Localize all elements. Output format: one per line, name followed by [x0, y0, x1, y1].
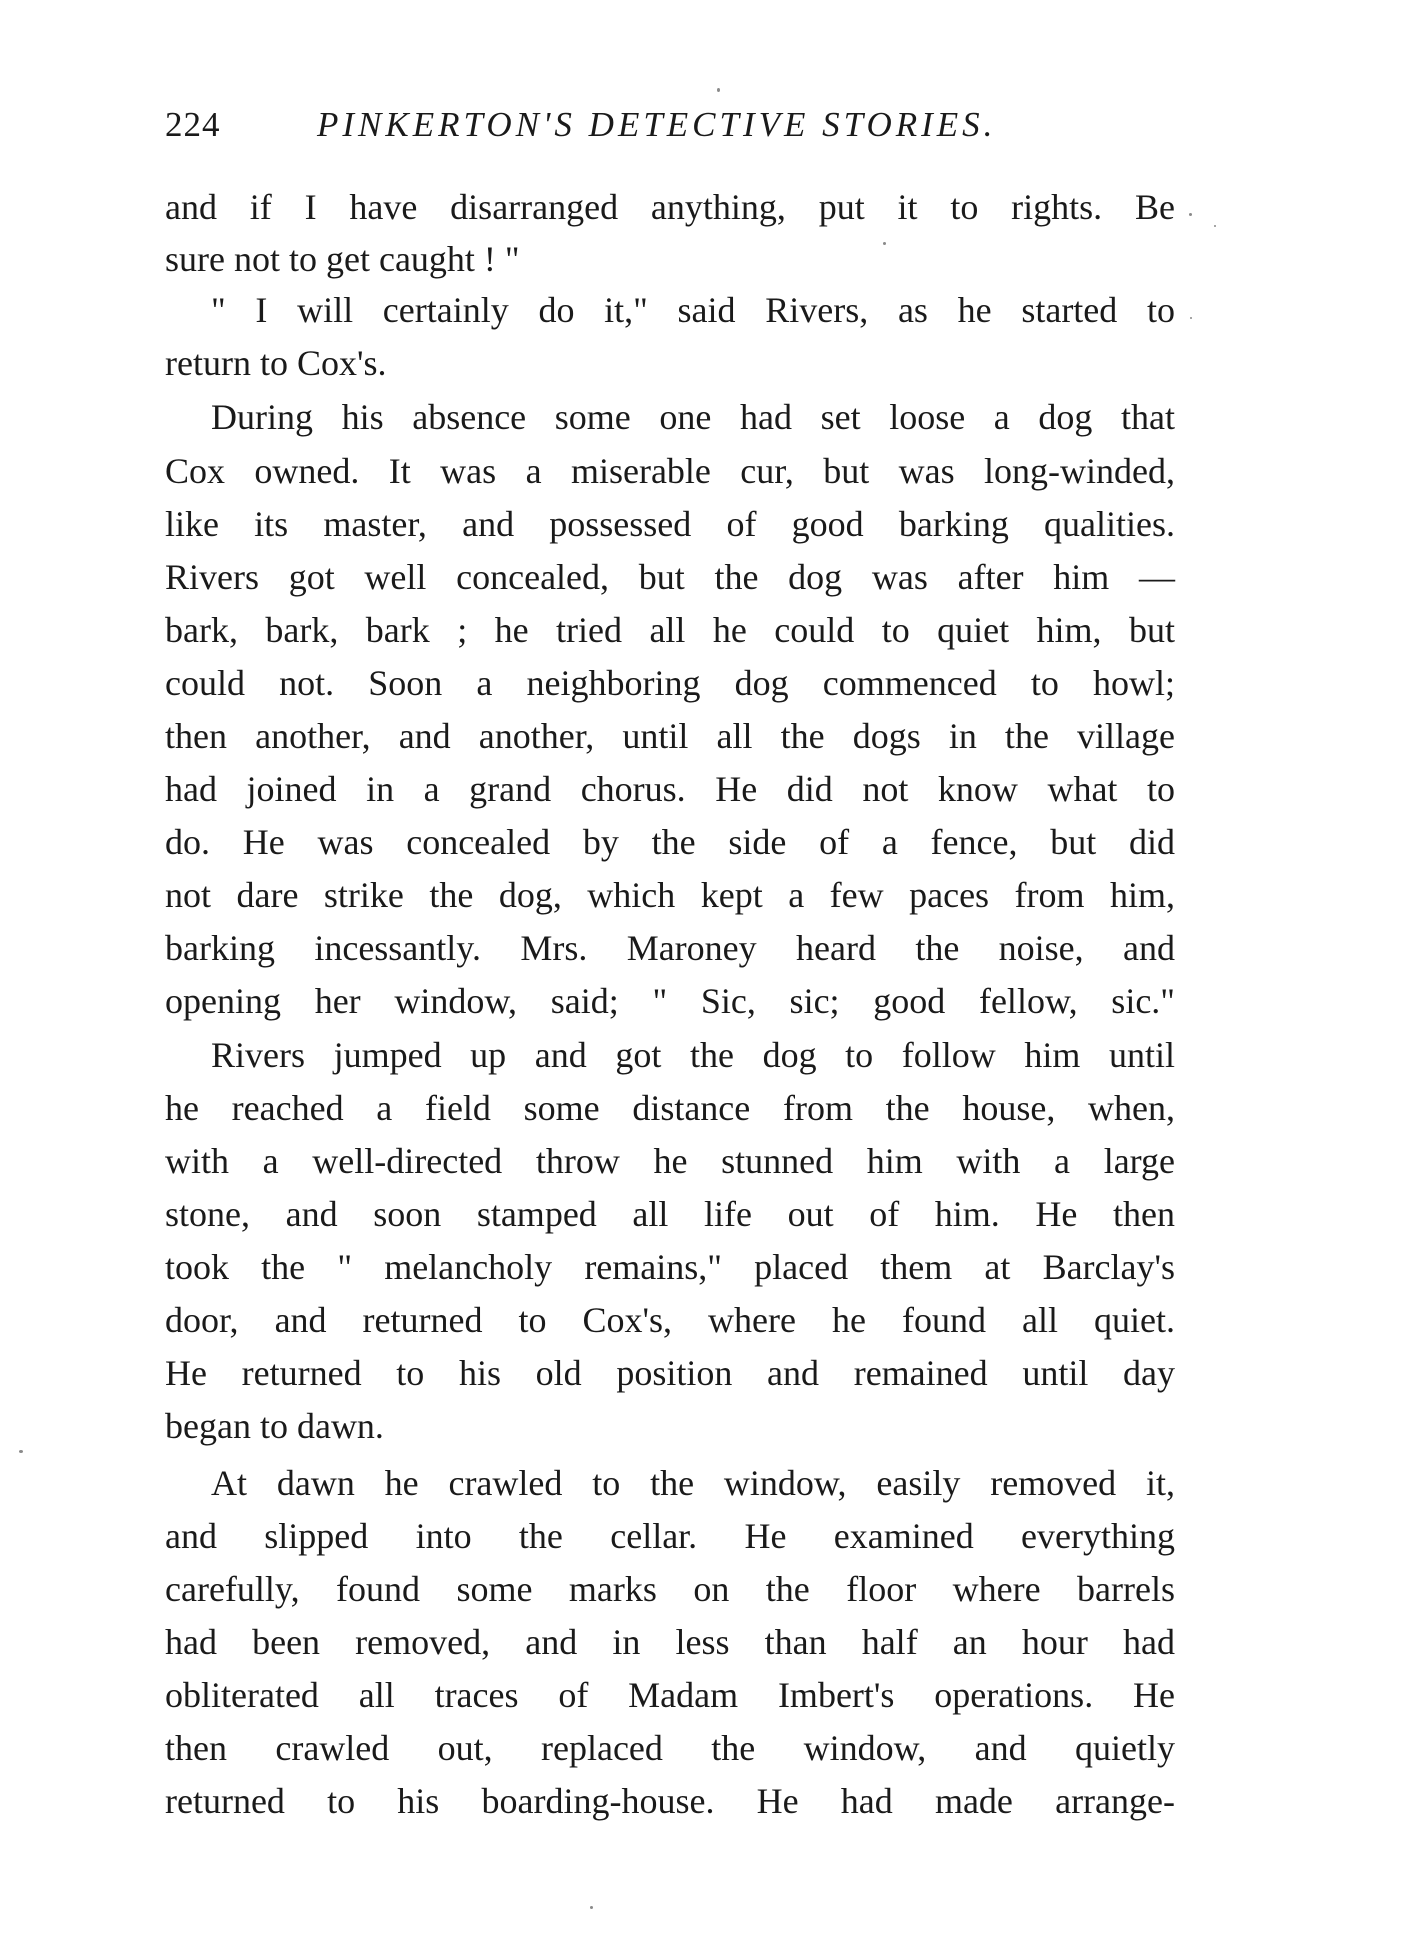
- text-line: then another, and another, until all the dogs in the village: [165, 716, 1175, 756]
- text-line: obliterated all traces of Madam Imbert's operations. He: [165, 1675, 1175, 1715]
- text-line: like its master, and possessed of good barking qualities.: [165, 504, 1175, 544]
- text-line: with a well-directed throw he stunned him with a large: [165, 1141, 1175, 1181]
- text-line: and if I have disarranged anything, put it to rights. Be: [165, 187, 1175, 227]
- text-line: During his absence some one had set loose a dog that: [211, 397, 1175, 437]
- text-line: do. He was concealed by the side of a fence, but did: [165, 822, 1175, 862]
- page-number: 224: [165, 105, 221, 144]
- text-line: sure not to get caught ! ": [165, 239, 520, 279]
- text-line: returned to his boarding-house. He had made arrange-: [165, 1781, 1175, 1821]
- text-line: took the " melancholy remains," placed them at Barclay's: [165, 1247, 1175, 1287]
- text-line: carefully, found some marks on the floor where barrels: [165, 1569, 1175, 1609]
- scan-speck: [590, 1906, 593, 1909]
- running-title: PINKERTON'S DETECTIVE STORIES.: [317, 105, 997, 144]
- text-line: opening her window, said; " Sic, sic; good fellow, sic.": [165, 981, 1175, 1021]
- text-line: barking incessantly. Mrs. Maroney heard the noise, and: [165, 928, 1175, 968]
- text-line: stone, and soon stamped all life out of him. He then: [165, 1194, 1175, 1234]
- running-head: [165, 100, 1175, 150]
- text-line: had been removed, and in less than half an hour had: [165, 1622, 1175, 1662]
- text-line: could not. Soon a neighboring dog commenced to howl;: [165, 663, 1175, 703]
- text-line: Cox owned. It was a miserable cur, but was long-winded,: [165, 451, 1175, 491]
- text-line: bark, bark, bark ; he tried all he could to quiet him, but: [165, 610, 1175, 650]
- scan-speck: [717, 88, 720, 92]
- scan-speck: [1189, 213, 1192, 216]
- text-line: had joined in a grand chorus. He did not know what to: [165, 769, 1175, 809]
- text-line: began to dawn.: [165, 1406, 384, 1446]
- text-line: he reached a field some distance from the house, when,: [165, 1088, 1175, 1128]
- text-line: and slipped into the cellar. He examined everything: [165, 1516, 1175, 1556]
- scan-speck: [1190, 317, 1192, 319]
- text-line: He returned to his old position and remained until day: [165, 1353, 1175, 1393]
- scan-speck: [1214, 225, 1216, 227]
- text-line: then crawled out, replaced the window, and quietly: [165, 1728, 1175, 1768]
- text-line: At dawn he crawled to the window, easily removed it,: [211, 1463, 1175, 1503]
- text-line: not dare strike the dog, which kept a few paces from him,: [165, 875, 1175, 915]
- text-line: Rivers got well concealed, but the dog was after him —: [165, 557, 1175, 597]
- text-line: Rivers jumped up and got the dog to follow him until: [211, 1035, 1175, 1075]
- text-line: return to Cox's.: [165, 343, 387, 383]
- text-line: " I will certainly do it," said Rivers, as he started to: [211, 290, 1175, 330]
- text-line: door, and returned to Cox's, where he found all quiet.: [165, 1300, 1175, 1340]
- scan-speck: [19, 1450, 23, 1453]
- scan-speck: [883, 242, 886, 245]
